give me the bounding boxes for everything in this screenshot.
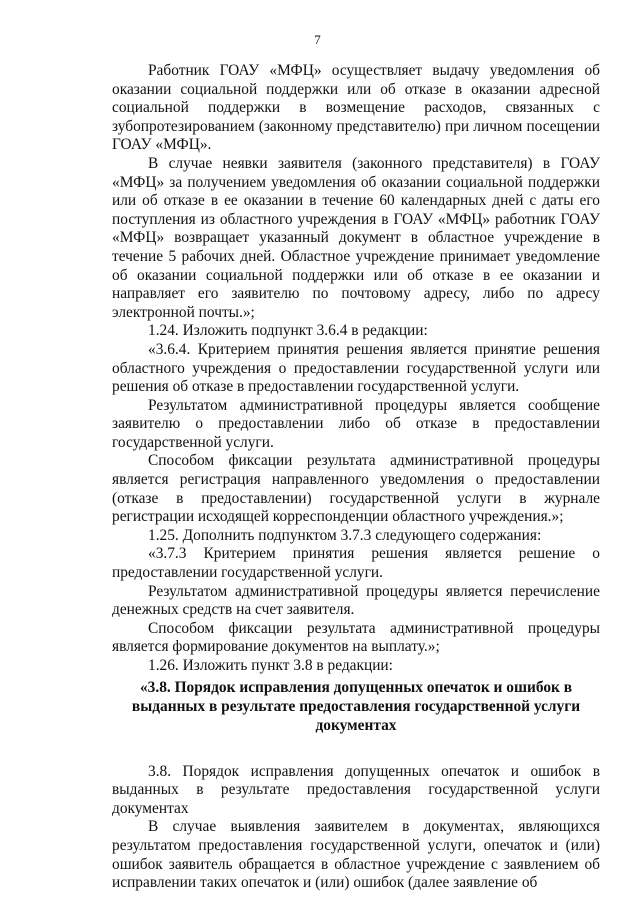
paragraph-error-detection: В случае выявления заявителем в документах, являющихся результатом предоставления государственной услуги, опечаток и (или) ошибок заявитель обращается в областное учреждение с заявлением об исправлении таких опечаток и (или) ошибок (далее заявление об bbox=[112, 818, 600, 892]
blank-line bbox=[112, 735, 600, 763]
section-heading-3-8: «3.8. Порядок исправления допущенных опечаток и ошибок в выданных в результате предоставления государственной услуги документах bbox=[131, 678, 581, 734]
paragraph-item-1-24: 1.24. Изложить подпункт 3.6.4 в редакции: bbox=[148, 322, 428, 340]
paragraph-criterion-3-6-4: «3.6.4. Критерием принятия решения является принятие решения областного учреждения о предоставлении государственной услуги или решения об отказе в предоставлении государственной услуги. bbox=[112, 340, 600, 396]
document-body bbox=[112, 62, 600, 893]
page-number: 7 bbox=[314, 32, 321, 47]
paragraph-result-message: Результатом административной процедуры является сообщение заявителю о предоставлении либо об отказе в предоставлении государственной услуги. bbox=[112, 396, 600, 451]
paragraph-fixation-registration: Способом фиксации результата административной процедуры является регистрация направленного уведомления о предоставлении (отказе в предоставлении) государственной услуги в журнале регистрации исходящей корреспонденции областного учреждения.»; bbox=[112, 452, 600, 526]
paragraph-result-transfer: Результатом административной процедуры является перечисление денежных средств на счет заявителя. bbox=[112, 582, 600, 619]
paragraph-non-appearance: В случае неявки заявителя (законного представителя) в ГОАУ «МФЦ» за получением уведомления об оказании социальной поддержки или об отказе в ее оказании в течение 60 календарных дней с даты его поступления из областного учреждения в ГОАУ «МФЦ» работник ГОАУ «МФЦ» возвращает указанный документ в областное учреждение в течение 5 рабочих дней. Областное учреждение принимает уведомление об оказании социальной поддержки или об отказе в ее оказании и направляет его заявителю по почтовому адресу, либо по адресу электронной почты.»; bbox=[112, 154, 600, 321]
paragraph-3-8-title: 3.8. Порядок исправления допущенных опечаток и ошибок в выданных в результате предоставления государственной услуги документах bbox=[112, 762, 600, 817]
paragraph-item-1-25: 1.25. Дополнить подпунктом 3.7.3 следующего содержания: bbox=[148, 526, 542, 544]
paragraph-fixation-payment: Способом фиксации результата административной процедуры является формирование документов на выплату.»; bbox=[112, 619, 600, 656]
paragraph-item-1-26: 1.26. Изложить пункт 3.8 в редакции: bbox=[148, 657, 393, 674]
paragraph-mfc-issuance: Работник ГОАУ «МФЦ» осуществляет выдачу уведомления об оказании социальной поддержки или об отказе в оказании адресной социальной поддержки в возмещение расходов, связанных с зубопротезированием (законному представителю) при личном посещении ГОАУ «МФЦ». bbox=[112, 62, 600, 154]
paragraph-criterion-3-7-3: «3.7.3 Критерием принятия решения является решение о предоставлении государственной услуги. bbox=[112, 545, 600, 582]
